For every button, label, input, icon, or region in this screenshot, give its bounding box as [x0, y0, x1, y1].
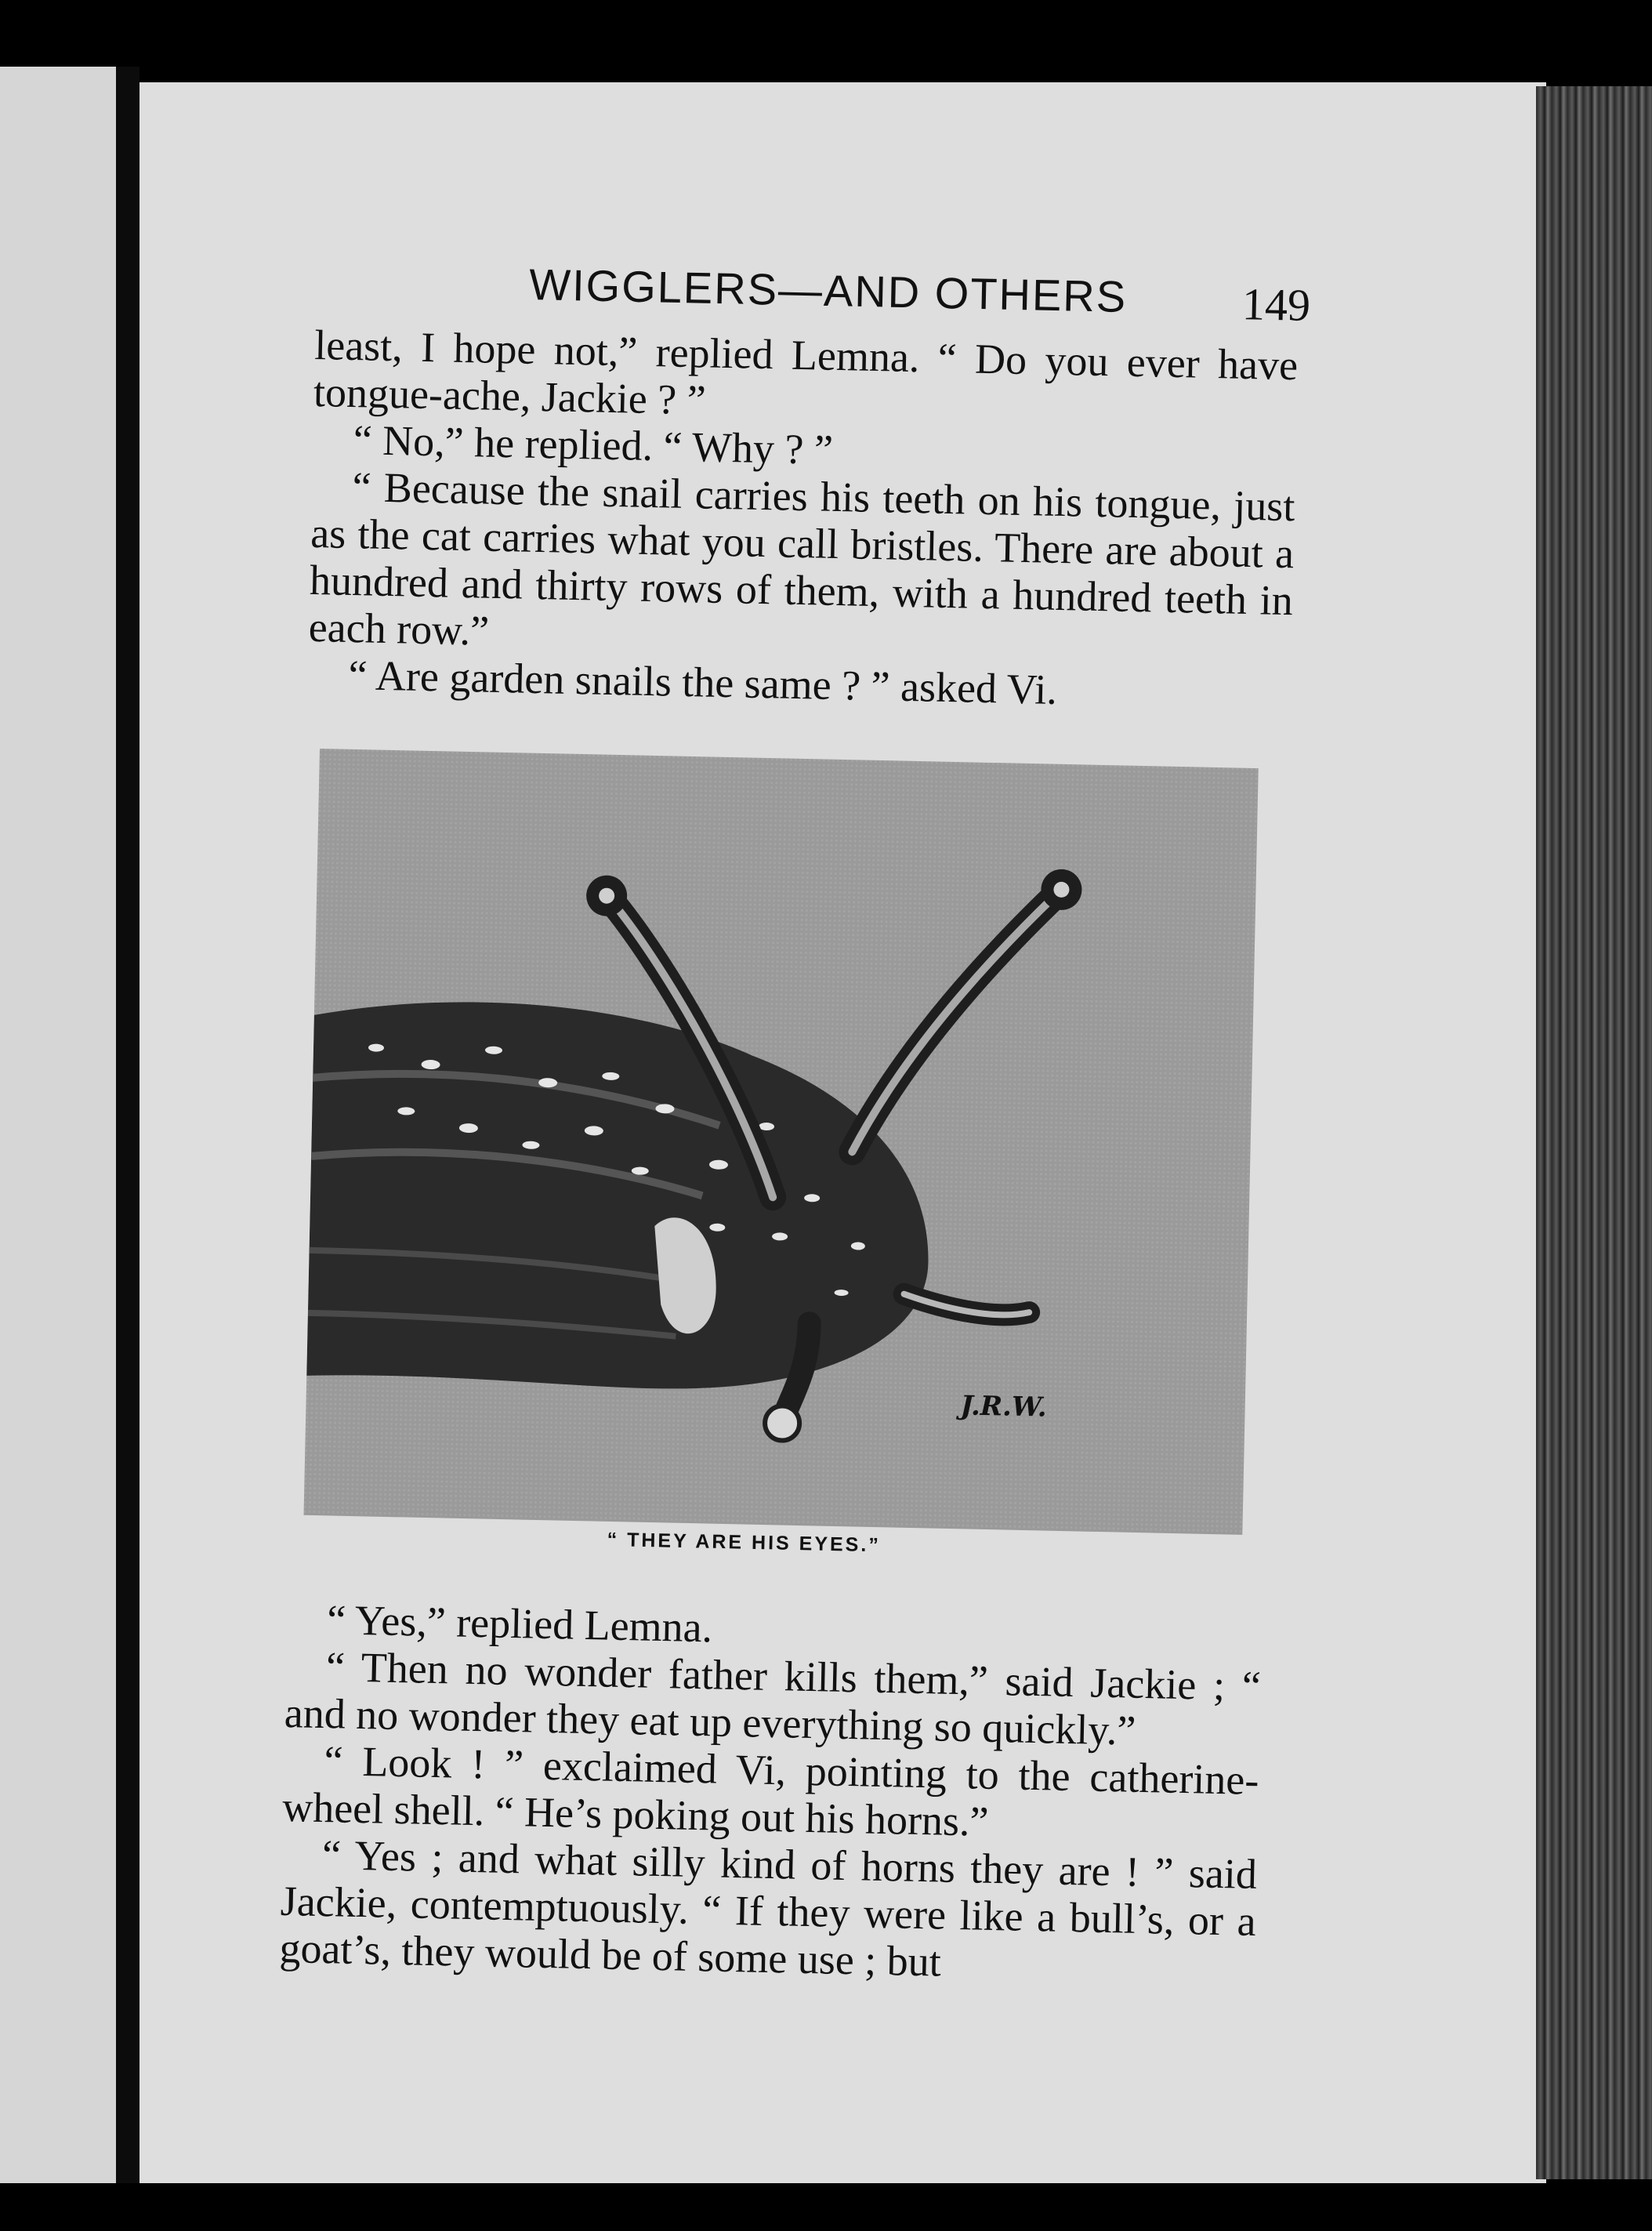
paragraph: “ No,” he replied. “ Why ? ” [353, 416, 834, 473]
paragraph: “ Look ! ” exclaimed Vi, pointing to the catherine-wheel shell. “ He’s poking out his horns.” [281, 1737, 1259, 1845]
paragraph: “ Then no wonder father kills them,” said Jackie ; “ and no wonder they eat up everything so quickly.” [284, 1643, 1262, 1754]
running-head: WIGGLERS—AND OTHERS [528, 259, 1128, 321]
top-text-block [307, 321, 1299, 718]
slug-illustration [304, 749, 1259, 1535]
paragraph: least, I hope not,” replied Lemna. “ Do you ever have tongue-ache, Jackie ? ” [313, 321, 1299, 424]
artist-signature: J.R.W. [960, 1390, 1048, 1424]
slug-drawing [304, 749, 1259, 1535]
paragraph: “ Are garden snails the same ? ” asked Vi. [347, 651, 1058, 713]
paragraph: “ Because the snail carries his teeth on his tongue, just as the cat carries what you call bristles. There are about a hundred and thirty rows of them, with a hundred teeth in each row.” [308, 463, 1295, 655]
figure-caption: “ THEY ARE HIS EYES.” [607, 1529, 882, 1557]
facing-page-edge [0, 67, 125, 2183]
paragraph: “ Yes ; and what silly kind of horns they are ! ” said Jackie, contemptuously. “ If they were like a bull’s, or a goat’s, they would be of some use ; but [278, 1831, 1258, 1986]
bottom-text-block [279, 1595, 1263, 1992]
page-number: 149 [1241, 278, 1311, 331]
page-edges [1536, 86, 1652, 2179]
slug-body [306, 999, 933, 1394]
book-gutter [116, 67, 139, 2183]
paragraph: “ Yes,” replied Lemna. [326, 1596, 713, 1652]
